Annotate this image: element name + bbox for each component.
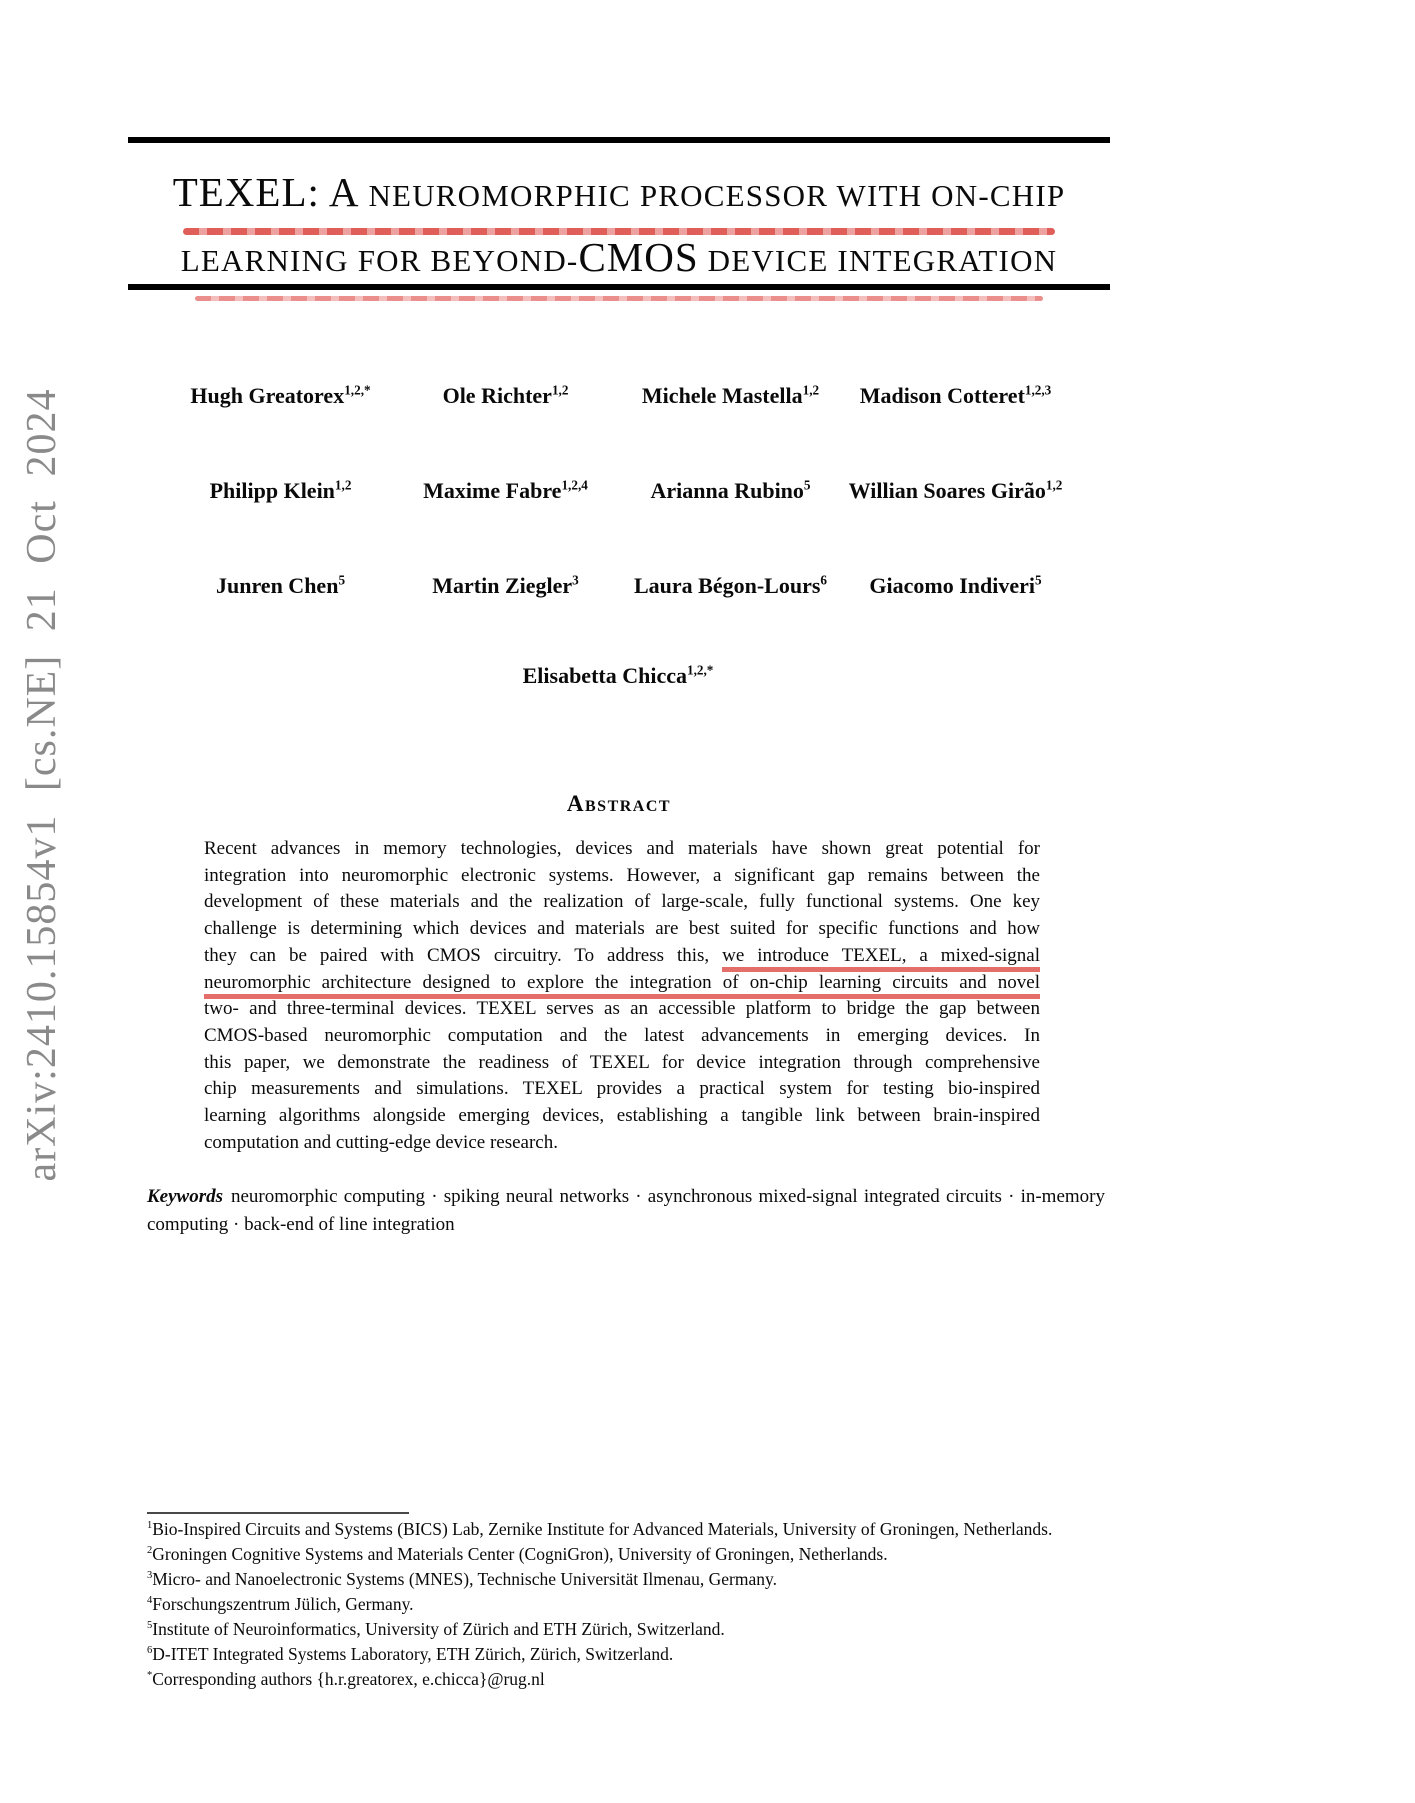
- author-name-text: Michele Mastella: [641, 383, 803, 408]
- footnote-text: Forschungszentrum Jülich, Germany.: [152, 1594, 414, 1614]
- author-affiliation-sup: 3: [572, 572, 579, 588]
- author-affiliation-sup: 1,2,3: [1024, 382, 1052, 398]
- abstract-red-underlined-text: neuromorphic architecture designed to explore the integration of on-chip learning circuits and novel: [204, 972, 1040, 999]
- title-line-2: [128, 235, 1110, 289]
- footnote-6: [147, 1642, 1227, 1667]
- author-affiliation-sup: 1,2: [334, 477, 352, 493]
- footnote-5: [147, 1617, 1227, 1642]
- abstract-text-segment: two- and three-terminal devices. TEXEL serves as an accessible platform to bridge the gap between: [204, 998, 1040, 1020]
- footnote-marker: 6: [147, 1645, 153, 1657]
- author-name: [523, 663, 714, 689]
- title-red-underline-2: [195, 296, 1043, 301]
- abstract-red-underlined-text: we introduce TEXEL, a mixed-signal: [722, 945, 1040, 972]
- abstract-text-segment: this paper, we demonstrate the readiness of TEXEL for device integration through comprehensive: [204, 1051, 1040, 1073]
- bottom-rule: [128, 284, 1110, 290]
- author-name: [843, 478, 1068, 504]
- author-name-text: Junren Chen: [215, 573, 339, 598]
- author-name-text: Ole Richter: [442, 383, 552, 408]
- author-row-2: [168, 478, 1068, 504]
- author-affiliation-sup: 5: [803, 477, 811, 493]
- author-affiliation-sup: 1,2,*: [344, 382, 371, 398]
- abstract-text-segment: Recent advances in memory technologies, devices and materials have shown great potential for: [204, 838, 1040, 859]
- title-block: [128, 170, 1110, 301]
- abstract-text-segment: they can be paired with CMOS circuitry. To address this,: [204, 944, 723, 966]
- author-name-text: Hugh Greatorex: [190, 383, 345, 408]
- arxiv-watermark: arXiv:2410.15854v1 [cs.NE] 21 Oct 2024: [19, 388, 65, 1182]
- keywords-label: Keywords: [147, 1186, 223, 1207]
- author-affiliation-sup: 6: [820, 572, 827, 588]
- footnote-text: Corresponding authors {h.r.greatorex, e.chicca}@rug.nl: [152, 1669, 545, 1689]
- abstract-body: [204, 836, 1040, 1156]
- footnote-marker: 3: [147, 1570, 153, 1582]
- author-name: [618, 573, 843, 599]
- footnote-2: [147, 1542, 1227, 1567]
- abstract-line-12: [204, 1130, 1040, 1157]
- title-text-segment: DEVICE INTEGRATION: [698, 243, 1058, 278]
- author-name: [843, 573, 1068, 599]
- footnote-text: Groningen Cognitive Systems and Materials Center (CogniGron), University of Groningen, Netherlands.: [152, 1544, 888, 1564]
- abstract-line-2: [204, 863, 1040, 890]
- footnote-marker: *: [147, 1670, 153, 1682]
- title-line-1: [128, 170, 1110, 224]
- abstract-text-segment: computation and cutting-edge device research.: [204, 1131, 558, 1153]
- author-affiliation-sup: 1,2,*: [687, 662, 714, 678]
- author-affiliation-sup: 1,2: [802, 382, 820, 398]
- abstract-text-segment: chip measurements and simulations. TEXEL provides a practical system for testing bio-inspired: [204, 1078, 1040, 1100]
- footnote-text: D-ITET Integrated Systems Laboratory, ETH Zürich, Zürich, Switzerland.: [152, 1644, 674, 1664]
- footnotes-block: [147, 1517, 1227, 1692]
- abstract-line-10: [204, 1076, 1040, 1103]
- author-name: [393, 383, 618, 409]
- abstract-line-9: [204, 1050, 1040, 1077]
- abstract-text-segment: challenge is determining which devices and materials are best suited for specific functions and how: [204, 918, 1040, 940]
- author-affiliation-sup: 1,2: [1045, 477, 1063, 493]
- author-name: [843, 383, 1068, 409]
- author-affiliation-sup: 5: [338, 572, 346, 588]
- author-name: [393, 573, 618, 599]
- author-row-4: [168, 663, 1068, 689]
- keywords-paragraph: [147, 1183, 1105, 1238]
- author-name-text: Philipp Klein: [209, 478, 335, 503]
- top-rule: [128, 137, 1110, 143]
- author-name-text: Arianna Rubino: [650, 478, 804, 503]
- abstract-line-3: [204, 889, 1040, 916]
- footnote-text: Institute of Neuroinformatics, University of Zürich and ETH Zürich, Switzerland.: [152, 1619, 725, 1639]
- author-affiliation-sup: 5: [1035, 572, 1042, 588]
- abstract-line-4: [204, 916, 1040, 943]
- author-name-text: Elisabetta Chicca: [522, 663, 687, 688]
- footnote-marker: 4: [147, 1595, 153, 1607]
- footnote-marker: 2: [147, 1545, 153, 1557]
- author-name: [618, 383, 843, 409]
- keywords-text: neuromorphic computing · spiking neural networks · asynchronous mixed-signal integrated circuits · in-memory computing · back-end of line integration: [147, 1186, 1105, 1235]
- abstract-text-segment: development of these materials and the realization of large-scale, fully functional systems. One key: [204, 891, 1040, 913]
- title-text-segment: TEXEL: A: [172, 169, 369, 215]
- author-name: [393, 478, 618, 504]
- author-name: [618, 478, 843, 504]
- abstract-line-1: [204, 836, 1040, 863]
- author-name-text: Laura Bégon-Lours: [633, 573, 821, 598]
- abstract-heading: Abstract: [566, 791, 672, 816]
- author-affiliation-sup: 1,2,4: [561, 477, 588, 493]
- abstract-line-6: [204, 970, 1040, 997]
- abstract-line-8: [204, 1023, 1040, 1050]
- author-name-text: Martin Ziegler: [432, 573, 573, 598]
- page-column: [128, 0, 1110, 1803]
- author-affiliation-sup: 1,2: [551, 382, 569, 398]
- title-text-segment: CMOS: [578, 234, 699, 280]
- author-row-3: [168, 573, 1068, 599]
- abstract-text-segment: learning algorithms alongside emerging devices, establishing a tangible link between brain-inspired: [204, 1105, 1040, 1127]
- author-name-text: Madison Cotteret: [859, 383, 1025, 408]
- author-name-text: Willian Soares Girão: [848, 478, 1046, 503]
- footnote-marker: 5: [147, 1620, 153, 1632]
- author-row-1: [168, 383, 1068, 409]
- footnote-text: Micro- and Nanoelectronic Systems (MNES), Technische Universität Ilmenau, Germany.: [152, 1569, 777, 1589]
- author-name: [168, 383, 393, 409]
- abstract-line-7: [204, 996, 1040, 1023]
- footnote-*: [147, 1667, 1227, 1692]
- abstract-text-segment: integration into neuromorphic electronic systems. However, a significant gap remains between the: [204, 864, 1040, 886]
- footnote-marker: 1: [147, 1520, 153, 1532]
- footnote-1: [147, 1517, 1227, 1542]
- footnote-3: [147, 1567, 1227, 1592]
- footnote-text: Bio-Inspired Circuits and Systems (BICS) Lab, Zernike Institute for Advanced Materials, University of Groningen, Netherlands.: [152, 1519, 1053, 1539]
- author-name: [168, 478, 393, 504]
- abstract-line-5: [204, 943, 1040, 970]
- abstract-line-11: [204, 1103, 1040, 1130]
- footnote-4: [147, 1592, 1227, 1617]
- author-name-text: Giacomo Indiveri: [869, 573, 1035, 598]
- author-name-text: Maxime Fabre: [423, 478, 562, 503]
- author-name: [168, 573, 393, 599]
- title-text-segment: NEUROMORPHIC PROCESSOR WITH ON-CHIP: [368, 178, 1066, 213]
- title-text-segment: LEARNING FOR BEYOND-: [180, 243, 579, 278]
- abstract-text-segment: CMOS-based neuromorphic computation and the latest advancements in emerging devices. In: [204, 1024, 1040, 1046]
- footnote-divider: [147, 1512, 409, 1514]
